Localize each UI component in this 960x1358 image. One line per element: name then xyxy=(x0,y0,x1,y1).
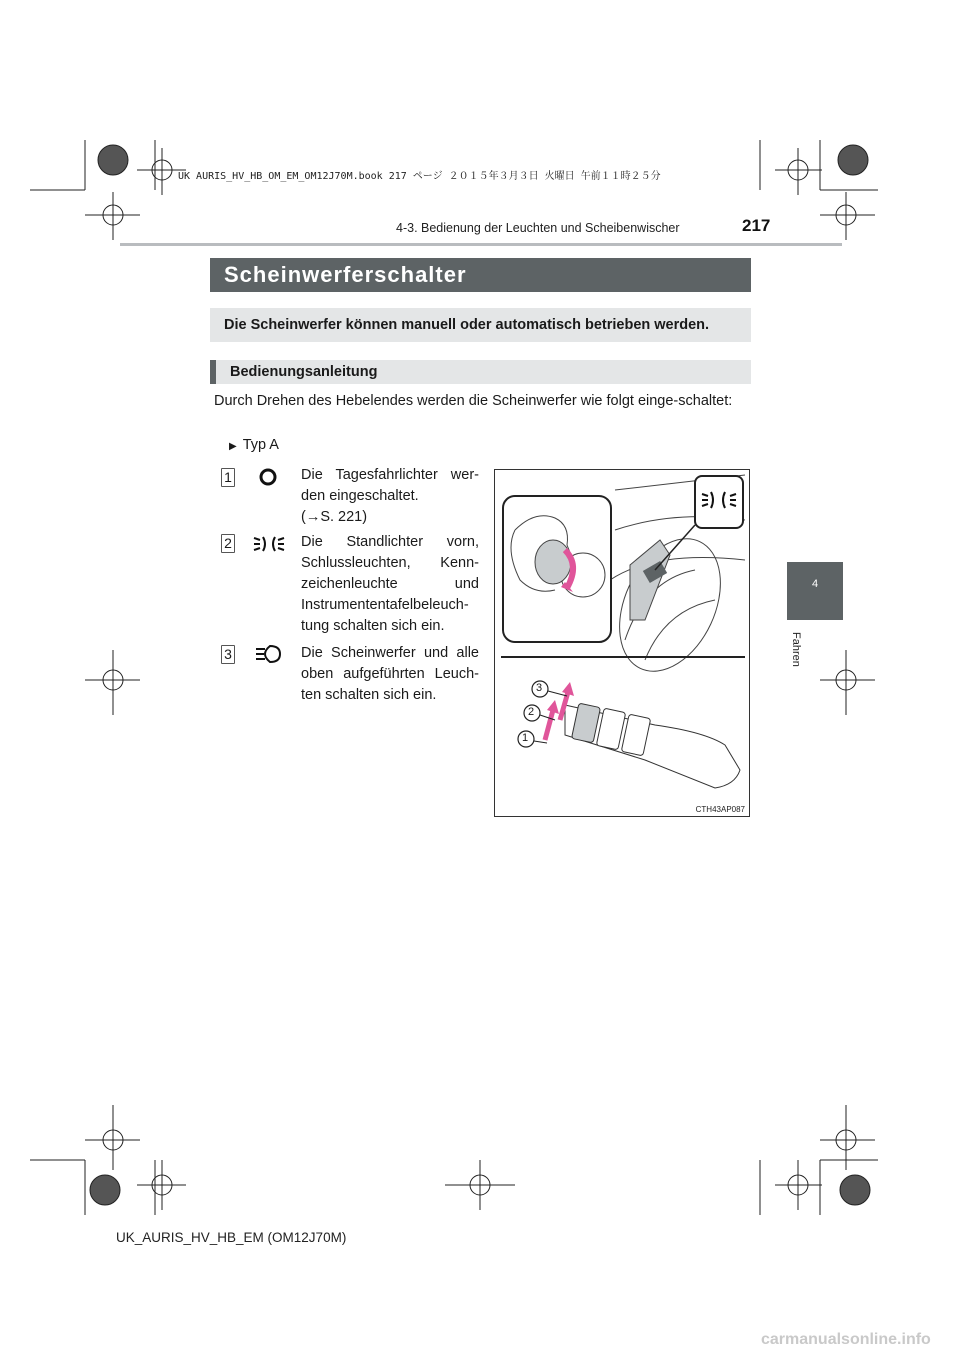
callout-2: 2 xyxy=(528,706,535,718)
page-title-text: Scheinwerferschalter xyxy=(224,262,467,287)
type-label-text: Typ A xyxy=(242,437,279,453)
figure-code: CTH43AP087 xyxy=(695,805,745,814)
triangle-bullet-icon: ▶ xyxy=(229,441,237,452)
chapter-tab xyxy=(787,562,843,620)
watermark: carmanualsonline.info xyxy=(761,1331,931,1348)
parking-light-icon xyxy=(252,533,286,555)
chapter-number: 4 xyxy=(811,578,819,590)
item-text-1-ref: (→S. 221) xyxy=(301,509,368,525)
lead-text: Die Scheinwerfer können manuell oder automatisch betrieben werden. xyxy=(224,317,710,333)
print-mark: UK AURIS_HV_HB_OM_EM_OM12J70M.book 217 ページ ２０１５年３月３日 火曜日 午前１１時２５分 xyxy=(178,171,661,182)
type-label xyxy=(229,437,279,453)
item-text-3: Die Scheinwerfer und alle oben aufgeführten Leuch-ten schalten sich ein. xyxy=(301,645,479,703)
intro-paragraph: Durch Drehen des Hebelendes werden die Scheinwerfer wie folgt einge-schaltet: xyxy=(214,393,733,409)
section-header: 4-3. Bedienung der Leuchten und Scheibenwischer xyxy=(396,221,680,235)
item-text-2: Die Standlichter vorn, Schlussleuchten, Kenn-zeichenleuchte und Instrumententafelbeleuch-tung schalten sich ein. xyxy=(301,534,479,634)
auto-light-icon xyxy=(257,467,279,487)
figure-illustration xyxy=(495,470,749,816)
figure-frame xyxy=(494,469,750,817)
item-number-2: 2 xyxy=(221,534,235,553)
subheading xyxy=(210,360,751,384)
footer-doc-id: UK_AURIS_HV_HB_EM (OM12J70M) xyxy=(116,1230,347,1245)
callout-1: 1 xyxy=(522,732,529,744)
callout-3: 3 xyxy=(536,682,543,694)
header-rule xyxy=(120,243,842,246)
item-number-3: 3 xyxy=(221,645,235,664)
lead-box xyxy=(210,308,751,342)
item-text-1 xyxy=(301,465,479,528)
page-title xyxy=(210,258,751,292)
page-number: 217 xyxy=(742,216,771,235)
item-text-1-body: Die Tagesfahrlichter wer-den eingeschaltet. xyxy=(301,467,479,504)
chapter-label: Fahren xyxy=(790,632,802,667)
headlight-icon xyxy=(254,643,284,665)
item-number-1: 1 xyxy=(221,468,235,487)
subheading-text: Bedienungsanleitung xyxy=(230,364,378,380)
